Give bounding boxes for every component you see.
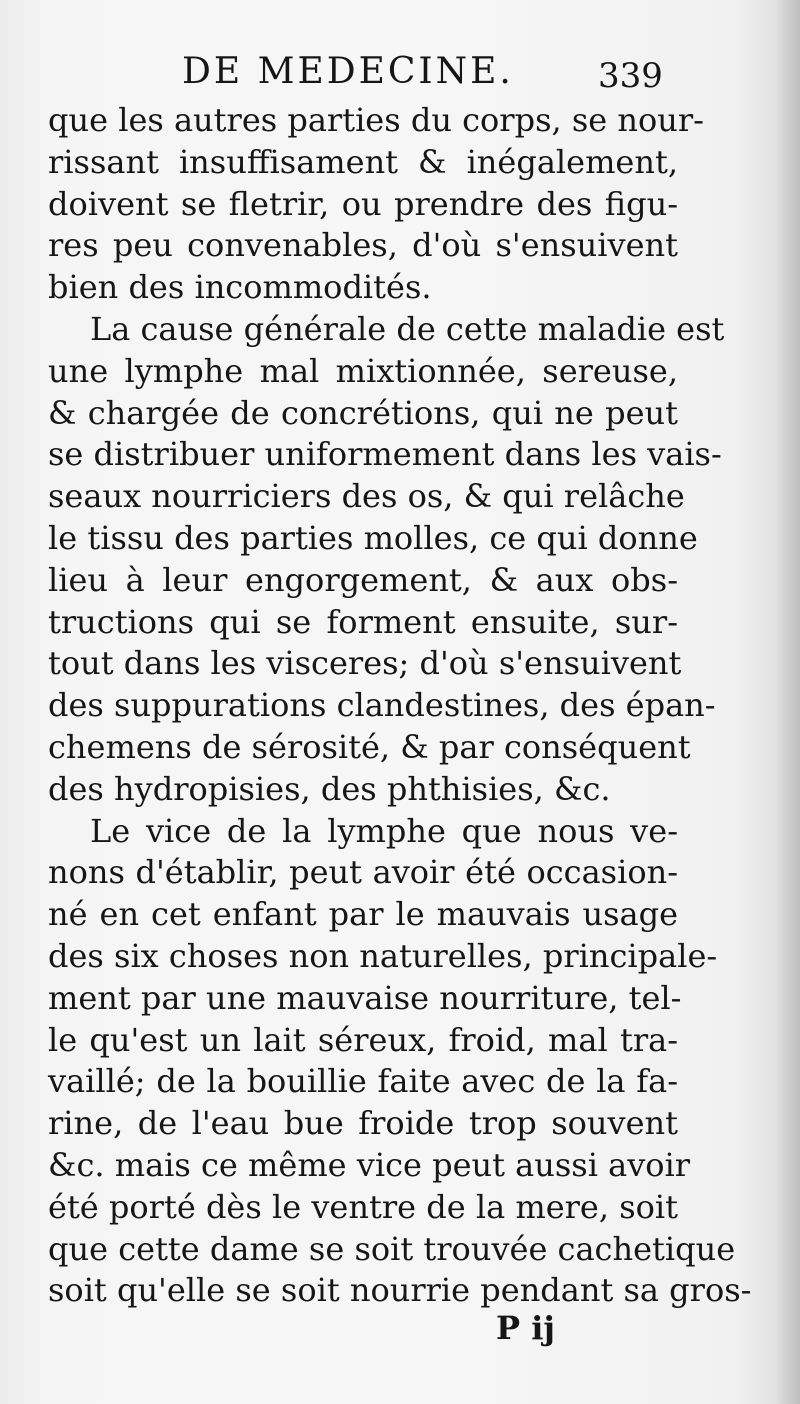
body-text: [48, 100, 752, 1312]
text-line: bien des incommodités.: [48, 268, 432, 307]
text-line: que cette dame se soit trouvée cachetique: [48, 1229, 736, 1268]
text-line: se distribuer uniformement dans les vais-: [48, 435, 722, 474]
text-line: chemens de sérosité, & par conséquent: [48, 727, 691, 766]
text-line: que les autres parties du corps, se nour-: [48, 101, 704, 139]
text-line: & chargée de concrétions, qui ne peut: [48, 393, 678, 432]
text-line: rine, de l'eau bue froide trop souvent: [48, 1104, 678, 1143]
text-line: des hydropisies, des phthisies, &c.: [48, 769, 611, 808]
text-line: vaillé; de la bouillie faite avec de la fa-: [48, 1062, 678, 1101]
text-line: rissant insuffisament & inégalement,: [48, 142, 678, 181]
text-line: né en cet enfant par le mauvais usage: [48, 895, 678, 934]
running-head: [0, 48, 800, 96]
text-line: le qu'est un lait séreux, froid, mal tra-: [48, 1020, 678, 1059]
text-line: une lymphe mal mixtionnée, sereuse,: [48, 351, 678, 390]
text-line: seaux nourriciers des os, & qui relâche: [48, 477, 685, 516]
text-line: tout dans les visceres; d'où s'ensuivent: [48, 644, 682, 683]
text-line: soit qu'elle se soit nourrie pendant sa gros-: [48, 1271, 752, 1310]
text-line: des suppurations clandestines, des épan-: [48, 686, 716, 725]
page-number: 339: [598, 56, 663, 96]
text-line: &c. mais ce même vice peut aussi avoir: [48, 1145, 691, 1184]
text-line: lieu à leur engorgement, & aux obs-: [48, 560, 678, 599]
page-edge-shadow: [774, 0, 800, 1404]
text-line: doivent se fletrir, ou prendre des figu-: [48, 184, 678, 223]
paragraph-start-line: Le vice de la lymphe que nous ve-: [90, 811, 678, 850]
text-line: nons d'établir, peut avoir été occasion-: [48, 853, 678, 892]
text-line: res peu convenables, d'où s'ensuivent: [48, 226, 678, 265]
text-line: le tissu des parties molles, ce qui donne: [48, 518, 698, 557]
paragraph-start-line: La cause générale de cette maladie est: [90, 309, 725, 348]
text-line: tructions qui se forment ensuite, sur-: [48, 602, 678, 641]
signature-mark: P ij: [496, 1309, 555, 1347]
text-line: des six choses non naturelles, principale-: [48, 936, 718, 975]
text-line: été porté dès le ventre de la mere, soit: [48, 1187, 678, 1226]
text-line: ment par une mauvaise nourriture, tel-: [48, 978, 682, 1017]
running-head-title: DE MEDECINE.: [182, 51, 514, 92]
